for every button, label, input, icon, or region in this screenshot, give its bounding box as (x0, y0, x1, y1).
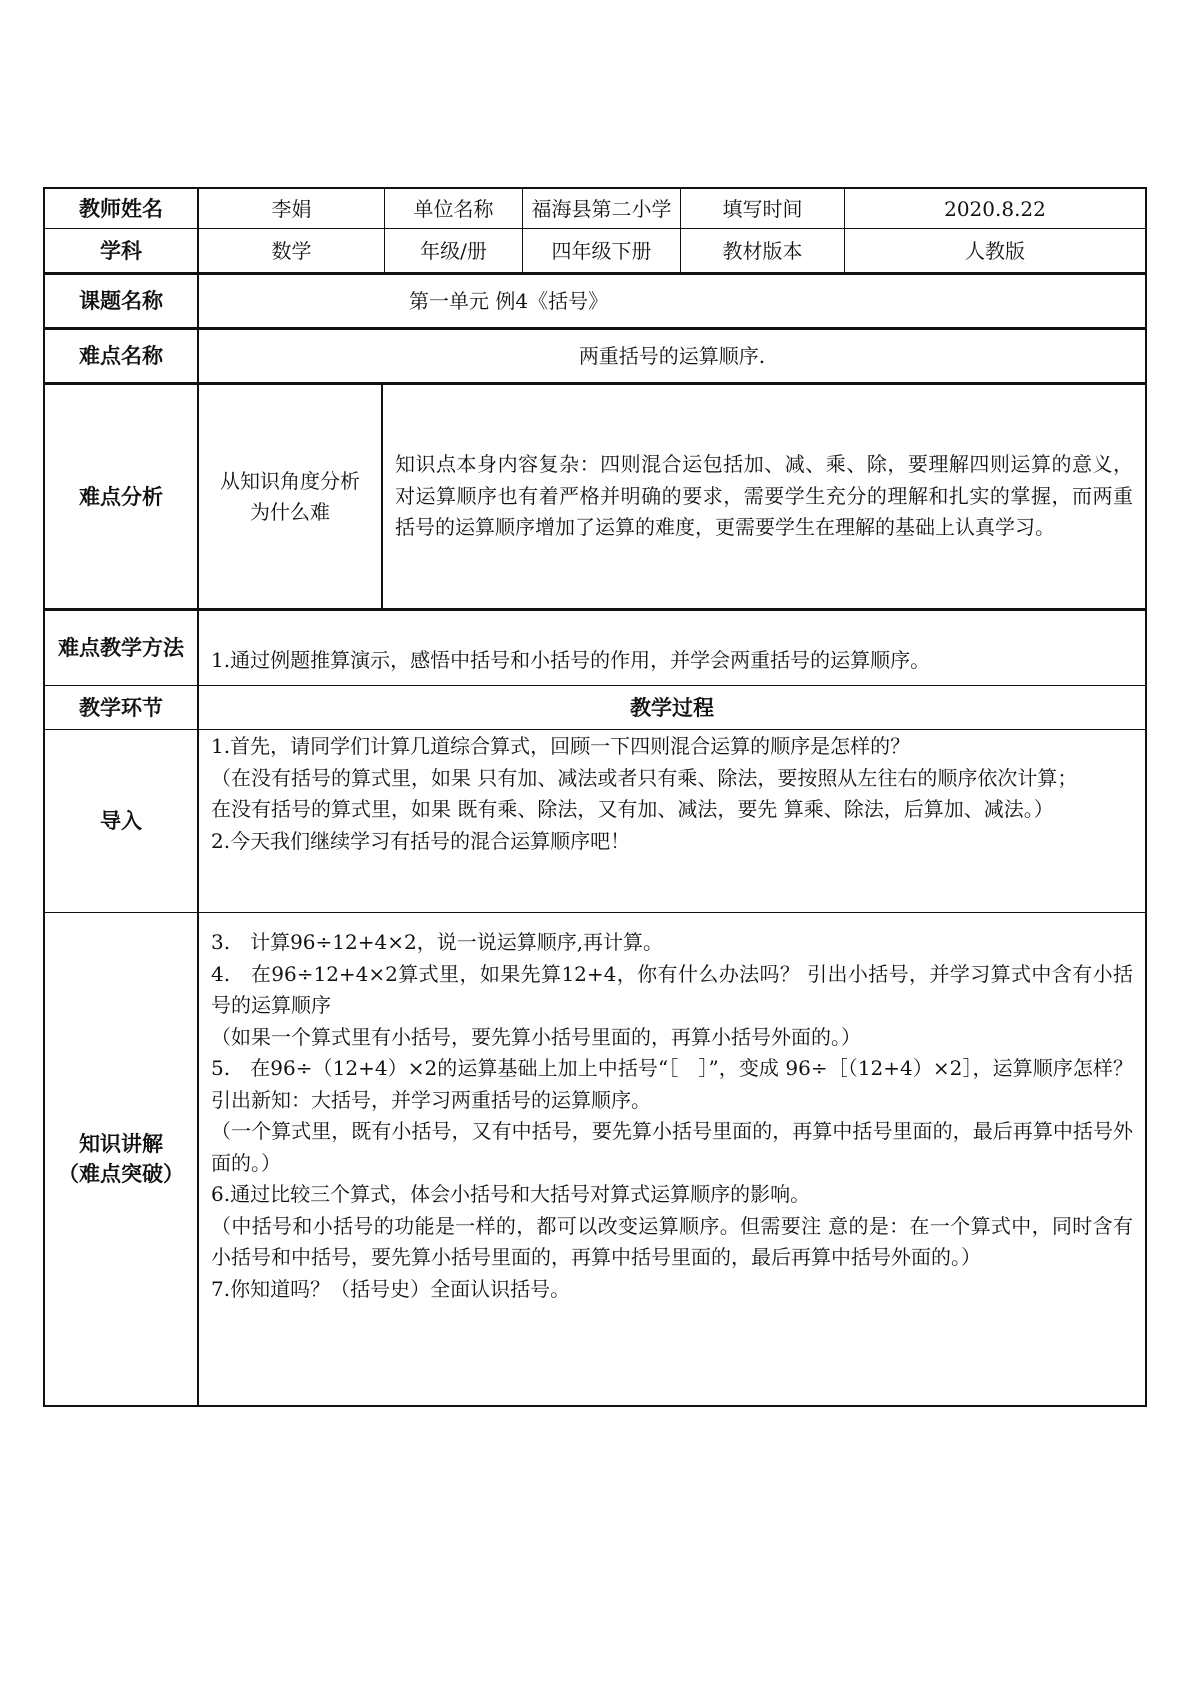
grade-value: 四年级下册 (523, 229, 681, 272)
knowledge-content (199, 913, 1145, 1405)
method-row (43, 609, 1147, 686)
topic-row (43, 273, 1147, 328)
topic-value: 第一单元 例4《括号》 (409, 289, 609, 313)
info-row-teacher (43, 187, 1147, 229)
difficulty-label: 难点名称 (45, 330, 199, 382)
analysis-label: 难点分析 (45, 385, 199, 608)
knowledge-line: （如果一个算式里有小括号，要先算小括号里面的，再算小括号外面的。） (211, 1024, 861, 1049)
analysis-text: 知识点本身内容复杂：四则混合运包括加、减、乘、除，要理解四则运算的意义，对运算顺序也有着严格并明确的要求，需要学生充分的理解和扎实的掌握，而两重括号的运算顺序增加了运算的难度，更需要学生在理解的基础上认真学习。 (395, 452, 1133, 539)
intro-row (43, 730, 1147, 913)
edition-value: 人教版 (965, 238, 1025, 263)
knowledge-line: 5. 在96÷（12+4）×2的运算基础上加上中括号“［ ］”，变成 96÷［（12+4）×2］，运算顺序怎样？ 引出新知：大括号，并学习两重括号的运算顺序。 (211, 1056, 1133, 1112)
intro-content (199, 730, 1145, 912)
subject-value: 数学 (199, 229, 385, 272)
knowledge-line: 3. 计算96÷12+4×2，说一说运算顺序,再计算。 (211, 930, 664, 954)
knowledge-label-line2: （难点突破） (58, 1162, 184, 1186)
analysis-angle (199, 385, 383, 608)
grade-label: 年级/册 (385, 229, 523, 272)
analysis-angle-line1: 从知识角度分析 (220, 468, 360, 493)
teacher-name-value: 李娟 (199, 189, 385, 228)
intro-line: 在没有括号的算式里，如果 既有乘、除法，又有加、减法，要先 算乘、除法，后算加、减法。） (211, 797, 1054, 821)
process-header-row (43, 686, 1147, 730)
knowledge-label (45, 913, 199, 1405)
intro-line: （在没有括号的算式里，如果 只有加、减法或者只有乘、除法，要按照从左往右的顺序依次计算； (211, 765, 1078, 790)
knowledge-line: （一个算式里，既有小括号，又有中括号，要先算小括号里面的，再算中括号里面的，最后再算中括号外面的。） (211, 1119, 1133, 1175)
difficulty-row (43, 328, 1147, 383)
fill-date-label: 填写时间 (681, 189, 845, 228)
knowledge-line: 7.你知道吗？（括号史）全面认识括号。 (211, 1276, 571, 1301)
process-stage-header: 教学环节 (45, 686, 199, 729)
intro-label: 导入 (45, 730, 199, 912)
lesson-plan-table (43, 187, 1147, 1407)
fill-date-value: 2020.8.22 (944, 196, 1046, 221)
subject-label: 学科 (45, 229, 199, 272)
intro-line: 1.首先，请同学们计算几道综合算式，回顾一下四则混合运算的顺序是怎样的？ (211, 734, 911, 758)
topic-label: 课题名称 (45, 275, 199, 327)
knowledge-line: 6.通过比较三个算式，体会小括号和大括号对算式运算顺序的影响。 (211, 1182, 811, 1206)
knowledge-label-line1: 知识讲解 (79, 1132, 163, 1156)
unit-name-label: 单位名称 (385, 189, 523, 228)
edition-label: 教材版本 (681, 229, 845, 272)
method-label: 难点教学方法 (45, 611, 199, 685)
intro-line: 2.今天我们继续学习有括号的混合运算顺序吧！ (211, 828, 631, 853)
process-content-header: 教学过程 (630, 695, 714, 720)
unit-name-value: 福海县第二小学 (523, 189, 681, 228)
analysis-angle-line2: 为什么难 (250, 499, 330, 524)
knowledge-line: （中括号和小括号的功能是一样的，都可以改变运算顺序。但需要注 意的是：在一个算式中，同时含有小括号和中括号，要先算小括号里面的，再算中括号里面的，最后再算中括号外面的。） (211, 1213, 1133, 1269)
knowledge-line: 4. 在96÷12+4×2算式里，如果先算12+4，你有什么办法吗？ 引出小括号，并学习算式中含有小括号的运算顺序 (211, 961, 1133, 1017)
difficulty-value: 两重括号的运算顺序. (578, 344, 766, 368)
teacher-name-label: 教师姓名 (45, 189, 199, 228)
knowledge-row (43, 913, 1147, 1407)
method-text: 1.通过例题推算演示，感悟中括号和小括号的作用，并学会两重括号的运算顺序。 (211, 648, 931, 672)
info-row-subject (43, 229, 1147, 273)
analysis-row (43, 383, 1147, 609)
